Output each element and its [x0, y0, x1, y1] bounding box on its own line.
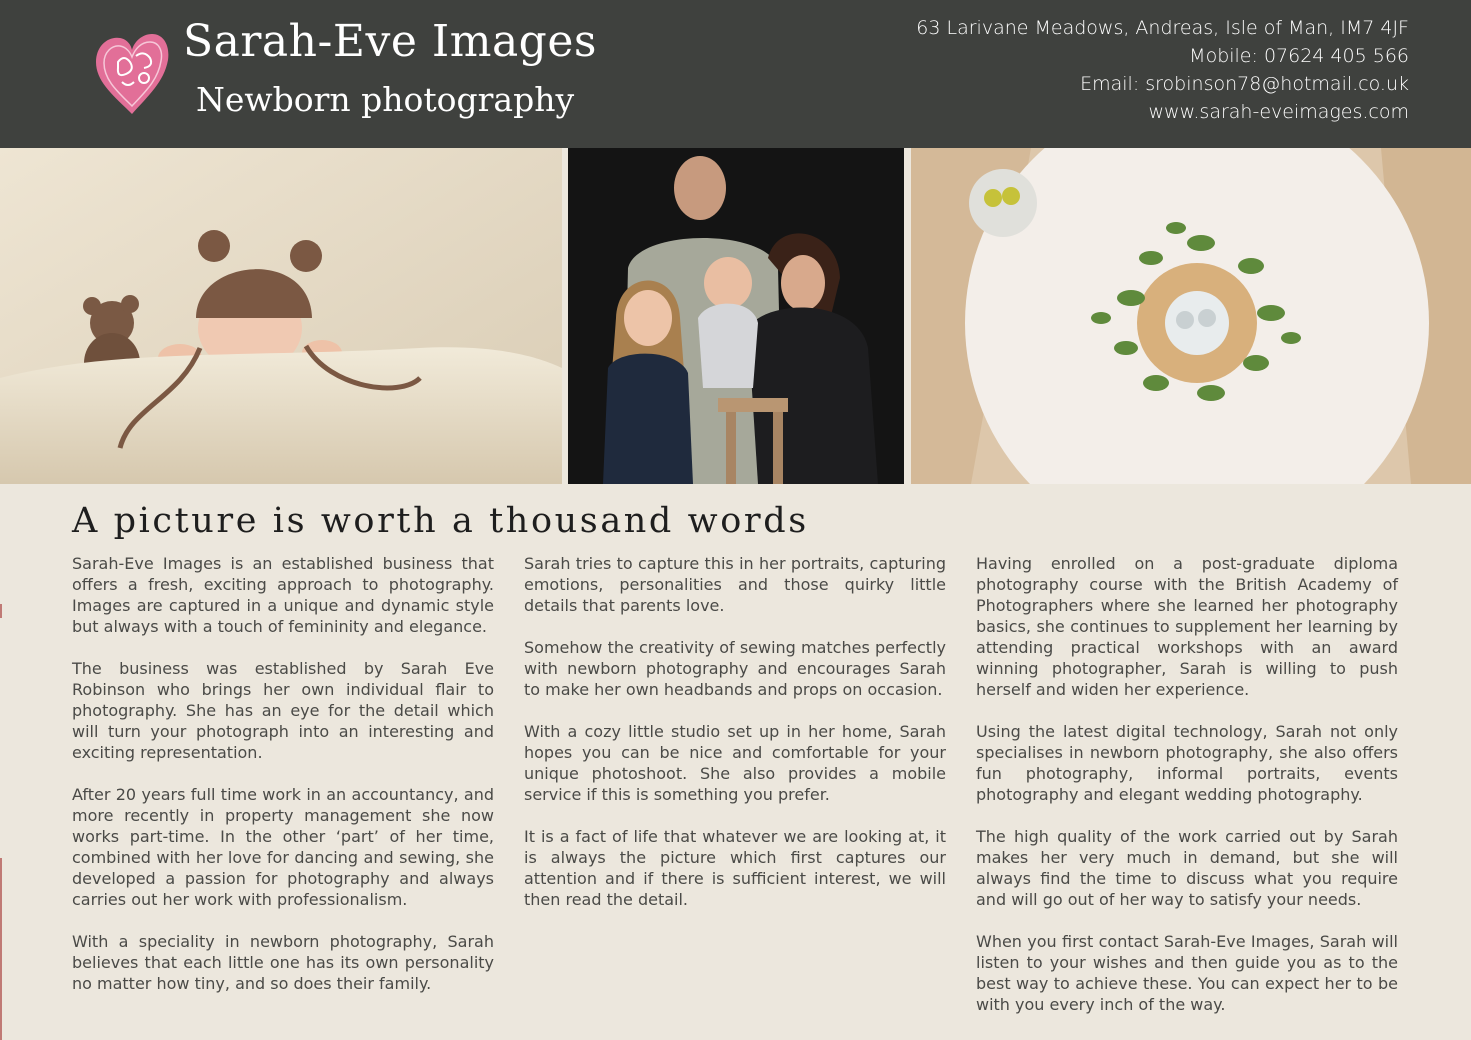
paragraph: Somehow the creativity of sewing matches perfectly with newborn photography and encourages Sarah to make her own headbands and props on occasion.	[524, 638, 946, 699]
wedding-table-centerpiece-photo	[911, 148, 1471, 484]
paragraph: Sarah tries to capture this in her portraits, capturing emotions, personalities and those quirky little details that parents love.	[524, 554, 946, 615]
text-column-3	[976, 553, 1398, 1036]
page-edge-mark	[0, 604, 2, 618]
page-headline: A picture is worth a thousand words	[72, 501, 809, 541]
text-column-2	[524, 553, 946, 931]
mobile-line: Mobile: 07624 405 566	[1189, 45, 1409, 67]
page-edge-mark	[0, 858, 2, 1040]
header-banner	[0, 0, 1471, 148]
paragraph: After 20 years full time work in an accountancy, and more recently in property management she now works part-time. In the other ‘part’ of her time, combined with her love for dancing and sewing, she developed a passion for photography and always carries out her work with professionalism.	[72, 785, 494, 909]
brand-name: Sarah-Eve Images	[183, 16, 597, 67]
heart-logo-icon	[92, 30, 172, 118]
paragraph: When you first contact Sarah-Eve Images, Sarah will listen to your wishes and then guide you as to the best way to achieve these. You can expect her to be with you every inch of the way.	[976, 932, 1398, 1014]
paragraph: Sarah-Eve Images is an established business that offers a fresh, exciting approach to photography. Images are captured in a unique and dynamic style but always with a touch of femininity and elegance.	[72, 554, 494, 636]
text-column-1	[72, 553, 494, 1015]
brand-tagline: Newborn photography	[196, 80, 575, 119]
paragraph: Using the latest digital technology, Sarah not only specialises in newborn photography, she also offers fun photography, informal portraits, events photography and elegant wedding photography.	[976, 722, 1398, 804]
paragraph: The high quality of the work carried out by Sarah makes her very much in demand, but she will always find the time to discuss what you require and will go out of her way to satisfy your needs.	[976, 827, 1398, 909]
email-line[interactable]: Email: srobinson78@hotmail.co.uk	[1080, 73, 1409, 95]
newborn-with-teddy-bear-photo	[0, 148, 562, 484]
paragraph: With a cozy little studio set up in her home, Sarah hopes you can be nice and comfortable for your unique photoshoot. She also provides a mobile service if this is something you prefer.	[524, 722, 946, 804]
paragraph: It is a fact of life that whatever we are looking at, it is always the picture which first captures our attention and if there is sufficient interest, we will then read the detail.	[524, 827, 946, 909]
paragraph: The business was established by Sarah Eve Robinson who brings her own individual flair to photography. She has an eye for the detail which will turn your photograph into an interesting and exciting representation.	[72, 659, 494, 762]
website-link[interactable]: www.sarah-eveimages.com	[1148, 101, 1409, 123]
contact-block	[916, 14, 1409, 126]
paragraph: Having enrolled on a post-graduate diploma photography course with the British Academy of Photographers where she learned her photography basics, she continues to supplement her learning by attending practical workshops with an award winning photographer, Sarah is willing to push herself and widen her experience.	[976, 554, 1398, 699]
address-line: 63 Larivane Meadows, Andreas, Isle of Man, IM7 4JF	[916, 17, 1409, 39]
family-portrait-photo	[568, 148, 904, 484]
paragraph: With a speciality in newborn photography, Sarah believes that each little one has its own personality no matter how tiny, and so does their family.	[72, 932, 494, 993]
